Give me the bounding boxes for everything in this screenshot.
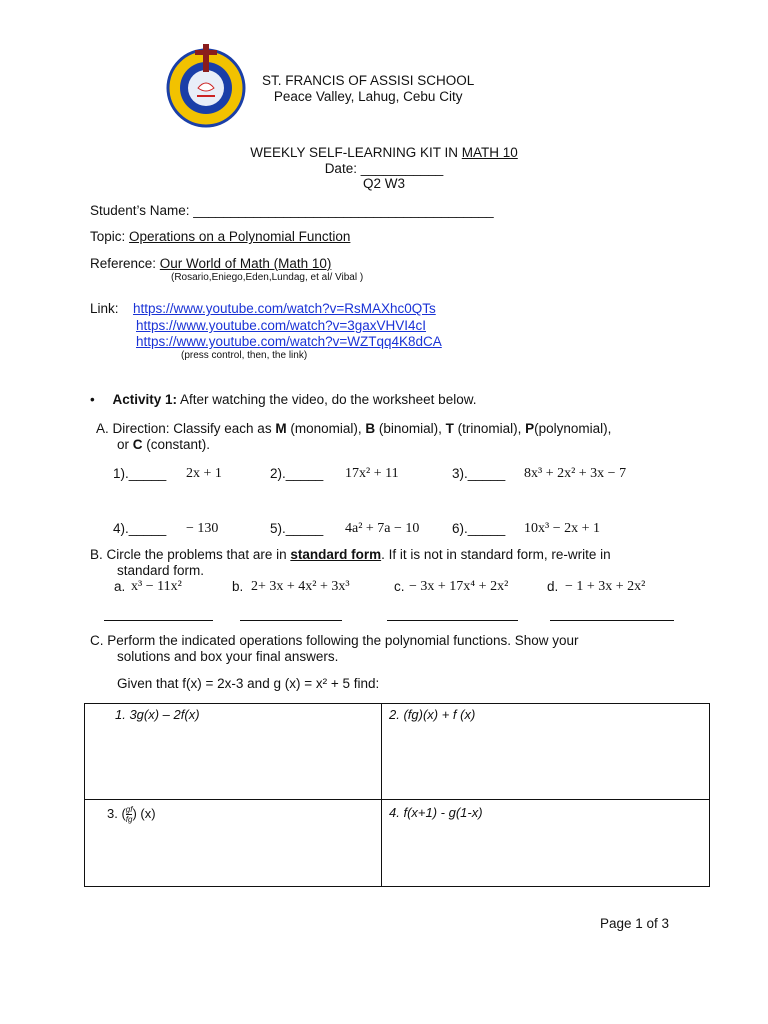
school-address: Peace Valley, Lahug, Cebu City [273,89,463,104]
code-t-text: (trinomial), [453,421,526,436]
page-number: Page 1 of 3 [600,916,670,931]
problem-3-fraction-den: fg [125,815,133,824]
problem-1[interactable]: 1. 3g(x) – 2f(x) [115,707,200,722]
answer-blank-a[interactable] [104,620,213,621]
b-item-c-expr: − 3x + 17x⁴ + 2x² [409,579,509,594]
link-label: Link: [90,301,119,316]
item-1-num: 1)._____ [113,466,167,481]
link-video-3[interactable]: https://www.youtube.com/watch?v=WZTqq4K8dCA [136,334,442,349]
reference-authors: (Rosario,Eniego,Eden,Lundag, et al/ Vibal ) [171,272,364,283]
item-4-num: 4)._____ [113,521,167,536]
reference-label: Reference: [90,256,160,271]
kit-title-subject: MATH 10 [461,145,518,160]
bullet-icon: • [90,392,95,407]
problem-3[interactable]: 3. ( $\frac{gf}{fg}$ ) (x) [107,805,156,824]
b-item-b-label: b. [232,579,244,594]
part-b-direction-2: standard form. [117,563,205,578]
school-name: ST. FRANCIS OF ASSISI SCHOOL [262,73,475,88]
part-b-suffix: . If it is not in standard form, re-write in [381,547,611,562]
b-item-d-expr: − 1 + 3x + 2x² [565,579,646,594]
kit-title-prefix: WEEKLY SELF-LEARNING KIT IN [250,145,462,160]
item-5-num: 5)._____ [270,521,324,536]
reference-line [90,256,331,271]
code-m: M [275,421,287,436]
code-p: P [525,421,535,436]
item-3-expr: 8x³ + 2x² + 3x − 7 [524,466,627,481]
part-a-direction [96,421,611,436]
part-c-direction: C. Perform the indicated operations following the polynomial functions. Show your [90,633,579,648]
item-6-num: 6)._____ [452,521,506,536]
problem-2[interactable]: 2. (fg)(x) + f (x) [389,707,476,722]
link-video-2[interactable]: https://www.youtube.com/watch?v=3gaxVHVI4cI [136,318,427,333]
school-block [262,73,474,105]
problem-3-fraction [126,805,133,824]
topic-value: Operations on a Polynomial Function [129,229,351,244]
code-c: C [132,437,143,452]
code-t: T [445,421,454,436]
table-vertical-divider [381,704,382,886]
answer-blank-c[interactable] [387,620,518,621]
problem-3-num: 3. [107,805,118,821]
code-b-text: (binomial), [375,421,446,436]
problem-3-fraction-num: gf [125,805,133,814]
part-b-prefix: B. Circle the problems that are in [90,547,291,562]
kit-title [200,145,568,161]
activity-label: Activity 1: [112,392,178,407]
item-2-expr: 17x² + 11 [345,466,399,481]
code-p-text: (polynomial), [534,421,612,436]
part-a-direction-2 [117,437,210,452]
item-3-num: 3)._____ [452,466,506,481]
part-b-direction [90,547,611,562]
item-6-expr: 10x³ − 2x + 1 [524,521,600,536]
problem-4[interactable]: 4. f(x+1) - g(1-x) [389,805,483,820]
student-name-line: Student’s Name: ________________________________________ [90,203,494,218]
date-line: Date: ___________ [324,161,444,176]
answer-table [84,703,710,887]
code-c-text: (constant). [142,437,211,452]
code-m-text: (monomial), [286,421,366,436]
part-a-or: or [117,437,133,452]
activity-line [90,392,476,407]
activity-text: After watching the video, do the worksheet below. [177,392,477,407]
item-1-expr: 2x + 1 [186,466,222,481]
part-c-given: Given that f(x) = 2x-3 and g (x) = x² + 5 find: [117,676,380,691]
b-item-a-expr: x³ − 11x² [131,579,182,594]
item-2-num: 2)._____ [270,466,324,481]
link-note: (press control, then, the link) [181,350,308,361]
week-label: Q2 W3 [362,176,405,191]
b-item-b-expr: 2+ 3x + 4x² + 3x³ [251,579,350,594]
part-a-prefix: A. Direction: Classify each as [96,421,276,436]
reference-value: Our World of Math (Math 10) [159,256,332,271]
problem-3-tail: (x) [136,805,156,821]
b-item-d-label: d. [547,579,559,594]
part-c-direction-2: solutions and box your final answers. [117,649,339,664]
topic-line [90,229,350,244]
b-item-a-label: a. [114,579,126,594]
code-b: B [365,421,376,436]
link-video-1[interactable]: https://www.youtube.com/watch?v=RsMAXhc0QTs [133,301,436,316]
item-4-expr: − 130 [186,521,219,536]
b-item-c-label: c. [394,579,405,594]
part-b-emph: standard form [290,547,382,562]
table-horizontal-divider [85,799,709,800]
topic-label: Topic: [90,229,130,244]
answer-blank-b[interactable] [240,620,342,621]
school-logo [163,42,249,128]
answer-blank-d[interactable] [550,620,674,621]
item-5-expr: 4a² + 7a − 10 [345,521,420,536]
